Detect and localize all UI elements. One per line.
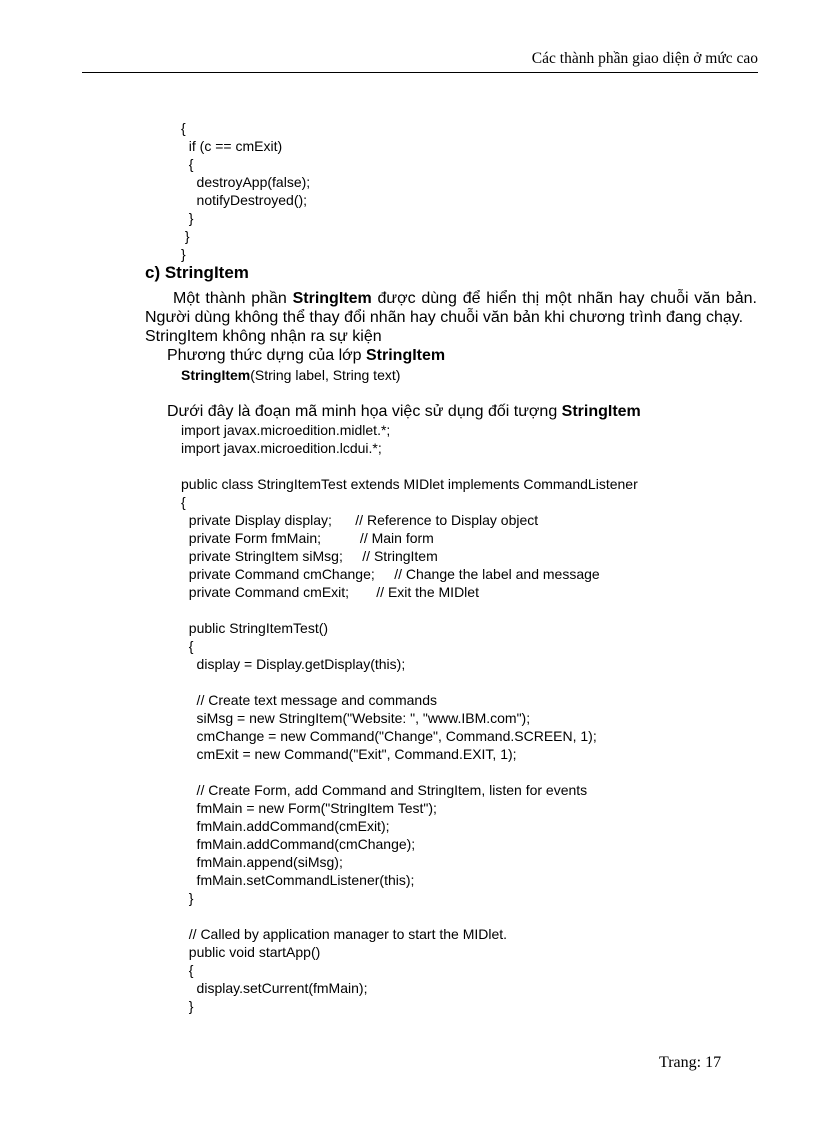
intro-pre: Một thành phần: [173, 290, 293, 307]
intro-paragraph: [145, 289, 757, 327]
signature-bold: StringItem: [181, 367, 251, 383]
intro-bold: StringItem: [292, 290, 372, 307]
code-block-top: { if (c == cmExit) { destroyApp(false); notifyDestroyed(); } } }: [181, 120, 311, 262]
example-class: StringItem: [561, 403, 641, 420]
intro-post: được dùng để hiển thị một nhãn hay chuỗi văn bản. Người dùng không thể thay đổi nhãn hay chuỗi văn bản khi chương trình đang chạy.: [145, 290, 757, 326]
example-label: Dưới đây là đoạn mã minh họa việc sử dụng đối tượng: [167, 403, 562, 420]
section-heading: c) StringItem: [145, 263, 249, 282]
header-title: Các thành phần giao diện ở mức cao: [531, 50, 758, 67]
page-header: [82, 0, 758, 73]
constructor-label-line: [167, 346, 445, 365]
intro-line2: StringItem không nhận ra sự kiện: [145, 328, 382, 345]
constructor-signature: [181, 366, 400, 384]
code-block-main: import javax.microedition.midlet.*; import javax.microedition.lcdui.*; public class StringItemTest extends MIDlet implements CommandListener { private Display display; // Reference to Display object private Form fmMain; // Main form private StringItem siMsg; // StringItem private Command cmChange; // Change the label and message private Command cmExit; // Exit the MIDlet public StringItemTest() { display = Display.getDisplay(this); // Create text message and commands siMsg = new StringItem("Website: ", "www.IBM.com"); cmChange = new Command("Change", Command.SCREEN, 1); cmExit = new Command("Exit", Command.EXIT, 1); // Create Form, add Command and StringItem, listen for events fmMain = new Form("StringItem Test"); fmMain.addCommand(cmExit); fmMain.addCommand(cmChange); fmMain.append(siMsg); fmMain.setCommandListener(this); } // Called by application manager to start the MIDlet. public void startApp() { display.setCurrent(fmMain); }: [181, 422, 638, 1014]
constructor-class: StringItem: [366, 347, 446, 364]
section-intro: [145, 289, 757, 346]
example-label-line: [167, 402, 641, 421]
signature-rest: (String label, String text): [250, 367, 401, 383]
constructor-label: Phương thức dựng của lớp: [167, 347, 366, 364]
page-number: Trang: 17: [659, 1054, 722, 1071]
